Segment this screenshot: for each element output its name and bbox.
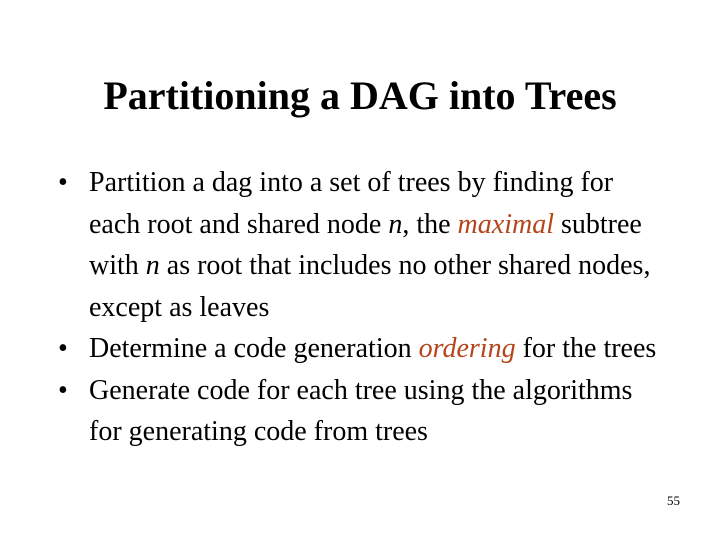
page-number: 55 (667, 493, 680, 508)
bullet-2-text-a: Determine a code generation (89, 333, 419, 364)
bullet-marker: • (58, 333, 68, 364)
bullet-item-3 (58, 370, 668, 453)
bullet-item-1 (58, 162, 668, 328)
bullet-2-text-b: for the trees (515, 333, 657, 364)
variable-n: n (388, 208, 403, 240)
bullet-1-text-a: Partition a dag into a set of trees by finding for each root and shared node (89, 167, 614, 240)
slide-title: Partitioning a DAG into Trees (103, 73, 617, 118)
bullet-list (58, 162, 668, 453)
bullet-marker: • (58, 167, 68, 198)
bullet-3-text: Generate code for each tree using the algorithms for generating code from trees (89, 374, 633, 447)
emphasis-ordering: ordering (418, 333, 516, 364)
bullet-item-2 (58, 328, 668, 370)
bullet-1-text-c: subtree with (89, 208, 642, 281)
emphasis-maximal: maximal (457, 208, 554, 240)
bullet-1-text-d: as root that includes no other shared nodes, except as leaves (89, 250, 651, 323)
bullet-marker: • (58, 374, 68, 406)
variable-n: n (145, 250, 160, 281)
bullet-1-text-b: , the (402, 208, 458, 240)
